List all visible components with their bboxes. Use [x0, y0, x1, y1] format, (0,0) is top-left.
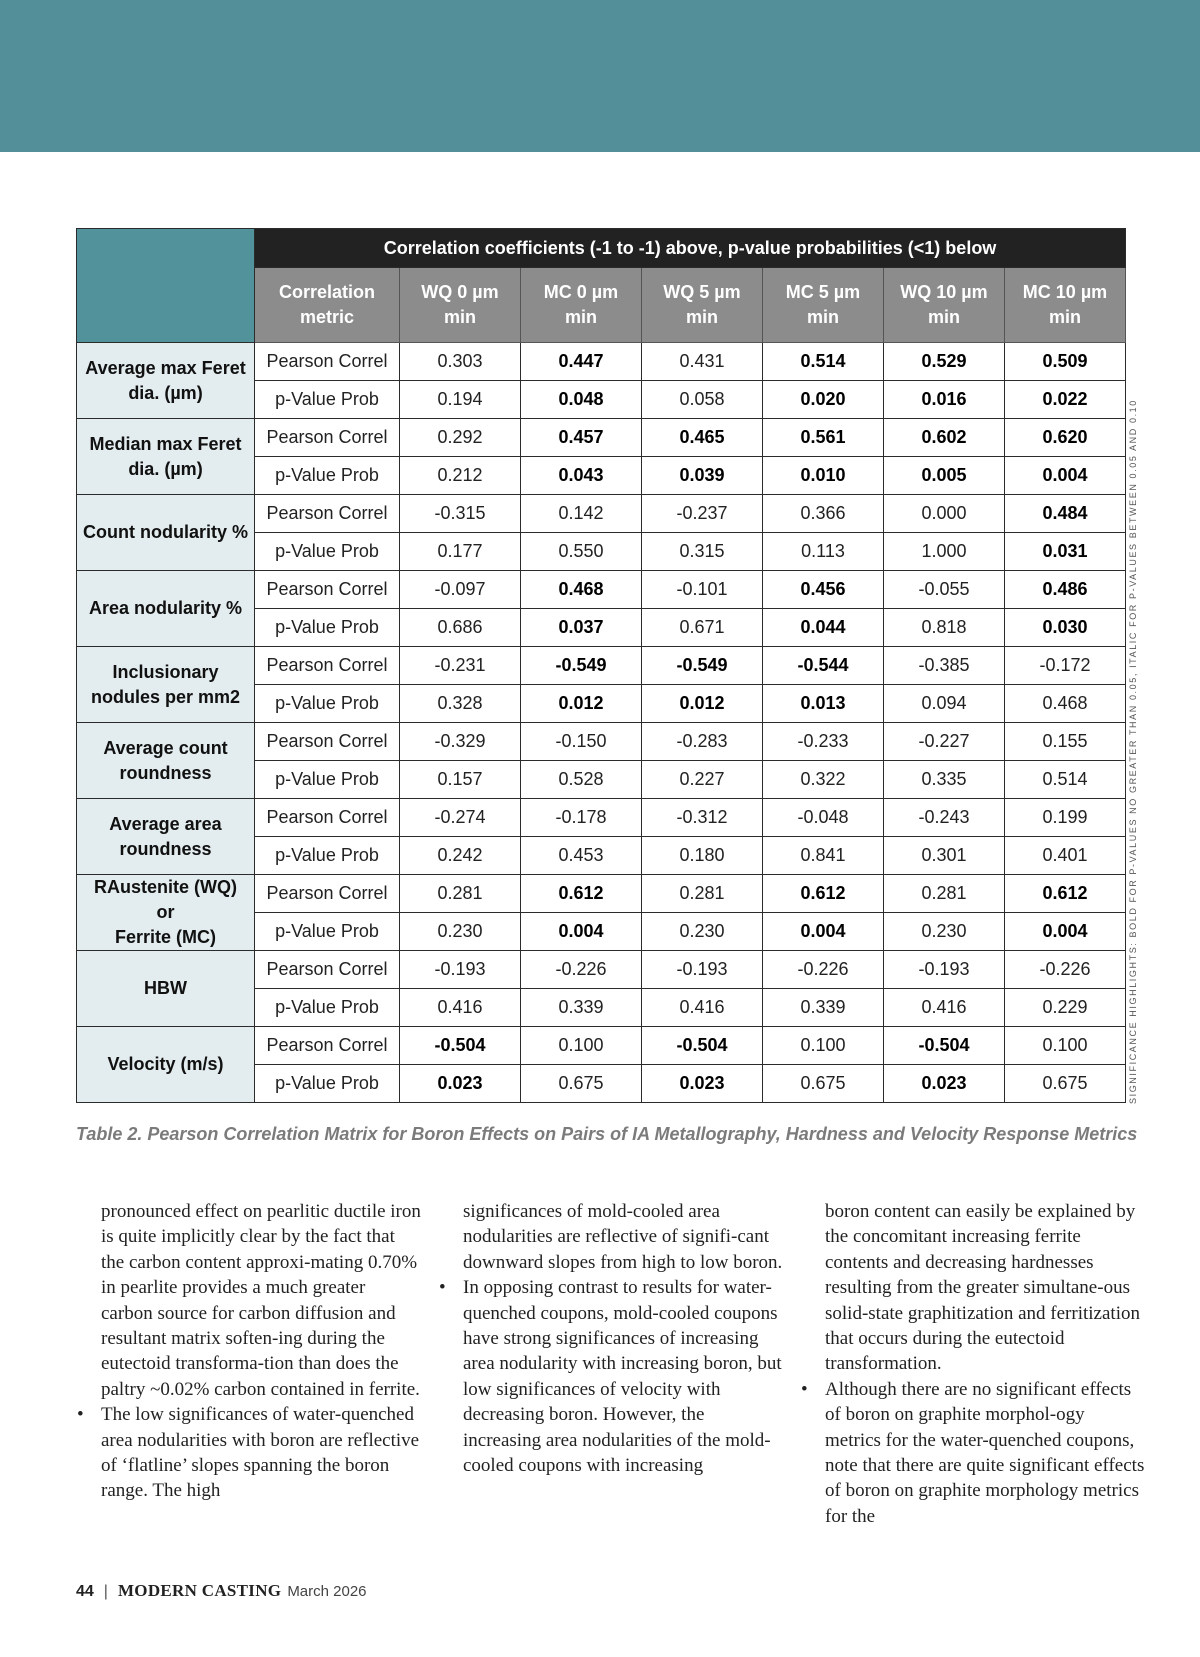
p-value: 0.322 [763, 761, 884, 799]
p-value: 0.686 [400, 609, 521, 647]
correlation-value: -0.243 [884, 799, 1005, 837]
correlation-value: -0.385 [884, 647, 1005, 685]
metric-name-line: Velocity (m/s) [107, 1054, 224, 1074]
correlation-value: 0.366 [763, 495, 884, 533]
pearson-label: Pearson Correl [255, 571, 400, 609]
p-value: 0.023 [642, 1065, 763, 1103]
column-header-line2: metric [299, 307, 355, 327]
pvalue-label: p-Value Prob [255, 609, 400, 647]
correlation-table-container [76, 228, 1125, 1103]
p-value: 0.339 [521, 989, 642, 1027]
metric-name-line: roundness [119, 838, 212, 859]
correlation-value: -0.193 [884, 951, 1005, 989]
table-row [77, 495, 1126, 533]
p-value: 1.000 [884, 533, 1005, 571]
correlation-value: 0.303 [400, 343, 521, 381]
pvalue-label: p-Value Prob [255, 457, 400, 495]
correlation-table [76, 228, 1126, 1103]
p-value: 0.212 [400, 457, 521, 495]
p-value: 0.230 [884, 913, 1005, 951]
table-body [77, 343, 1126, 1103]
metric-name-line: RAustenite (WQ) or [94, 877, 237, 922]
p-value: 0.416 [884, 989, 1005, 1027]
bullet-item: • The low significances of water-quenched area nodularities with boron are reflective of ‘flatline’ slopes spanning the boron range. The high [101, 1402, 421, 1504]
correlation-value: 0.155 [1005, 723, 1126, 761]
body-column-1 [101, 1199, 421, 1504]
column-header-line1: MC 10 µm [1022, 282, 1108, 302]
metric-name-line: Count nodularity % [83, 522, 248, 542]
metric-name [77, 343, 255, 419]
correlation-value: -0.226 [763, 951, 884, 989]
correlation-value: 0.612 [763, 875, 884, 913]
p-value: 0.671 [642, 609, 763, 647]
metric-name-line: dia. (µm) [128, 458, 203, 479]
correlation-value: 0.514 [763, 343, 884, 381]
column-header-line2: min [927, 307, 960, 327]
p-value: 0.177 [400, 533, 521, 571]
p-value: 0.043 [521, 457, 642, 495]
correlation-value: 0.486 [1005, 571, 1126, 609]
correlation-value: 0.142 [521, 495, 642, 533]
paragraph: boron content can easily be explained by the concomitant increasing ferrite contents and decreasing hardnesses resulting from the greater simultane-ous solid-state graphitization and ferritization that occurs during the eutectoid transformation. [825, 1201, 1140, 1375]
correlation-value: 0.465 [642, 419, 763, 457]
column-header [642, 268, 763, 343]
table-row [77, 647, 1126, 685]
p-value: 0.044 [763, 609, 884, 647]
correlation-value: -0.193 [642, 951, 763, 989]
metric-name [77, 951, 255, 1027]
column-header-line2: min [685, 307, 718, 327]
table-row [77, 1027, 1126, 1065]
p-value: 0.675 [521, 1065, 642, 1103]
column-header-line1: MC 0 µm [543, 282, 619, 302]
metric-name [77, 419, 255, 495]
p-value: 0.468 [1005, 685, 1126, 723]
pvalue-label: p-Value Prob [255, 989, 400, 1027]
body-column-3 [825, 1199, 1145, 1529]
column-header-metric [255, 268, 400, 343]
p-value: 0.013 [763, 685, 884, 723]
correlation-value: -0.274 [400, 799, 521, 837]
pearson-label: Pearson Correl [255, 723, 400, 761]
pvalue-label: p-Value Prob [255, 1065, 400, 1103]
significance-note: SIGNIFICANCE HIGHLIGHTS: BOLD FOR P-VALUES NO GREATER THAN 0.05, ITALIC FOR P-VALUES BETWEEN 0.05 AND 0.10 [1128, 399, 1138, 1104]
correlation-value: -0.150 [521, 723, 642, 761]
correlation-value: -0.315 [400, 495, 521, 533]
correlation-value: -0.101 [642, 571, 763, 609]
column-header [1005, 268, 1126, 343]
footer-separator: | [103, 1583, 108, 1600]
p-value: 0.194 [400, 381, 521, 419]
p-value: 0.039 [642, 457, 763, 495]
correlation-value: -0.226 [1005, 951, 1126, 989]
pvalue-label: p-Value Prob [255, 381, 400, 419]
pearson-label: Pearson Correl [255, 1027, 400, 1065]
correlation-value: -0.504 [642, 1027, 763, 1065]
p-value: 0.818 [884, 609, 1005, 647]
correlation-value: -0.193 [400, 951, 521, 989]
column-header-line2: min [564, 307, 597, 327]
paragraph: significances of mold-cooled area nodularities are reflective of signifi-cant downward slopes from high to low boron. [463, 1201, 783, 1273]
p-value: 0.180 [642, 837, 763, 875]
p-value: 0.229 [1005, 989, 1126, 1027]
magazine-name: MODERN CASTING [117, 1581, 282, 1600]
p-value: 0.094 [884, 685, 1005, 723]
bullet-item: • Although there are no significant effects of boron on graphite morphol-ogy metrics for the water-quenched coupons, note that there are quite significant effects of boron on graphite morphology metrics for the [825, 1377, 1145, 1529]
p-value: 0.012 [642, 685, 763, 723]
metric-name [77, 571, 255, 647]
correlation-value: 0.292 [400, 419, 521, 457]
table-corner [77, 229, 255, 343]
metric-name-line: Average count [103, 737, 228, 758]
header-banner [0, 0, 1200, 152]
column-header [400, 268, 521, 343]
correlation-value: -0.172 [1005, 647, 1126, 685]
table-top-header: Correlation coefficients (-1 to -1) above, p-value probabilities (<1) below [255, 229, 1126, 268]
p-value: 0.016 [884, 381, 1005, 419]
column-header-line1: WQ 10 µm [900, 282, 988, 302]
table-row [77, 799, 1126, 837]
correlation-value: -0.226 [521, 951, 642, 989]
p-value: 0.416 [400, 989, 521, 1027]
p-value: 0.157 [400, 761, 521, 799]
correlation-value: -0.504 [400, 1027, 521, 1065]
p-value: 0.841 [763, 837, 884, 875]
p-value: 0.023 [884, 1065, 1005, 1103]
pearson-label: Pearson Correl [255, 951, 400, 989]
p-value: 0.113 [763, 533, 884, 571]
correlation-value: 0.457 [521, 419, 642, 457]
column-header-line2: min [443, 307, 476, 327]
correlation-value: 0.281 [400, 875, 521, 913]
correlation-value: -0.178 [521, 799, 642, 837]
pvalue-label: p-Value Prob [255, 761, 400, 799]
p-value: 0.227 [642, 761, 763, 799]
pearson-label: Pearson Correl [255, 799, 400, 837]
correlation-value: 0.602 [884, 419, 1005, 457]
p-value: 0.012 [521, 685, 642, 723]
correlation-value: -0.237 [642, 495, 763, 533]
p-value: 0.030 [1005, 609, 1126, 647]
p-value: 0.004 [1005, 913, 1126, 951]
correlation-value: -0.283 [642, 723, 763, 761]
p-value: 0.242 [400, 837, 521, 875]
correlation-value: -0.231 [400, 647, 521, 685]
metric-name-line: HBW [144, 978, 187, 998]
correlation-value: 0.281 [884, 875, 1005, 913]
correlation-value: 0.000 [884, 495, 1005, 533]
bullet-item: • In opposing contrast to results for water-quenched coupons, mold-cooled coupons have strong significances of increasing area nodularity with increasing boron, but low significances of velocity with decreasing boron. However, the increasing area nodularities of the mold-cooled coupons with increasing [463, 1275, 783, 1478]
table-row [77, 571, 1126, 609]
metric-name-line: Average max Feret [85, 357, 246, 378]
p-value: 0.058 [642, 381, 763, 419]
pearson-label: Pearson Correl [255, 647, 400, 685]
pearson-label: Pearson Correl [255, 419, 400, 457]
correlation-value: -0.549 [521, 647, 642, 685]
p-value: 0.048 [521, 381, 642, 419]
correlation-value: -0.544 [763, 647, 884, 685]
correlation-value: 0.612 [521, 875, 642, 913]
p-value: 0.010 [763, 457, 884, 495]
metric-name-line: Median max Feret [89, 433, 242, 454]
metric-name [77, 799, 255, 875]
correlation-value: 0.620 [1005, 419, 1126, 457]
pvalue-label: p-Value Prob [255, 685, 400, 723]
metric-name [77, 1027, 255, 1103]
p-value: 0.528 [521, 761, 642, 799]
table-row [77, 875, 1126, 913]
p-value: 0.230 [400, 913, 521, 951]
table-row [77, 723, 1126, 761]
p-value: 0.004 [763, 913, 884, 951]
metric-name-line: Area nodularity % [88, 598, 243, 618]
table-row [77, 419, 1126, 457]
page-number: 44 [76, 1583, 94, 1600]
p-value: 0.675 [763, 1065, 884, 1103]
table-caption: Table 2. Pearson Correlation Matrix for Boron Effects on Pairs of IA Metallography, Hardness and Velocity Response Metrics [76, 1124, 1138, 1144]
body-column-2 [463, 1199, 783, 1478]
page-footer [76, 1581, 367, 1601]
p-value: 0.005 [884, 457, 1005, 495]
pearson-label: Pearson Correl [255, 343, 400, 381]
table-row [77, 343, 1126, 381]
metric-name [77, 723, 255, 799]
column-header [884, 268, 1005, 343]
column-header-line2: min [1049, 307, 1082, 327]
correlation-value: 0.612 [1005, 875, 1126, 913]
column-header-line1: WQ 0 µm [421, 282, 499, 302]
correlation-value: 0.100 [763, 1027, 884, 1065]
p-value: 0.004 [1005, 457, 1126, 495]
p-value: 0.453 [521, 837, 642, 875]
pvalue-label: p-Value Prob [255, 533, 400, 571]
column-header-line1: Correlation [278, 282, 375, 302]
column-header-line1: WQ 5 µm [663, 282, 741, 302]
metric-name-line: Average area [109, 813, 222, 834]
pearson-label: Pearson Correl [255, 495, 400, 533]
metric-name [77, 647, 255, 723]
correlation-value: -0.055 [884, 571, 1005, 609]
p-value: 0.020 [763, 381, 884, 419]
metric-name-line: roundness [119, 762, 212, 783]
p-value: 0.022 [1005, 381, 1126, 419]
correlation-value: 0.431 [642, 343, 763, 381]
column-header [521, 268, 642, 343]
paragraph: pronounced effect on pearlitic ductile iron is quite implicitly clear by the fact that the carbon content approxi-mating 0.70% in pearlite provides a much greater carbon source for carbon diffusion and resultant matrix soften-ing during the eutectoid transforma-tion than does the paltry ~0.02% carbon contained in ferrite. [101, 1201, 421, 1400]
p-value: 0.004 [521, 913, 642, 951]
correlation-value: -0.549 [642, 647, 763, 685]
p-value: 0.339 [763, 989, 884, 1027]
metric-name [77, 875, 255, 951]
pvalue-label: p-Value Prob [255, 913, 400, 951]
metric-name-line: Ferrite (MC) [114, 927, 216, 947]
correlation-value: 0.529 [884, 343, 1005, 381]
p-value: 0.230 [642, 913, 763, 951]
correlation-value: 0.509 [1005, 343, 1126, 381]
metric-name [77, 495, 255, 571]
correlation-value: 0.447 [521, 343, 642, 381]
p-value: 0.023 [400, 1065, 521, 1103]
issue-date: March 2026 [287, 1583, 367, 1600]
p-value: 0.675 [1005, 1065, 1126, 1103]
correlation-value: -0.233 [763, 723, 884, 761]
p-value: 0.514 [1005, 761, 1126, 799]
p-value: 0.328 [400, 685, 521, 723]
column-header [763, 268, 884, 343]
column-header-line1: MC 5 µm [785, 282, 861, 302]
pearson-label: Pearson Correl [255, 875, 400, 913]
correlation-value: 0.484 [1005, 495, 1126, 533]
p-value: 0.401 [1005, 837, 1126, 875]
correlation-value: 0.468 [521, 571, 642, 609]
p-value: 0.550 [521, 533, 642, 571]
correlation-value: -0.048 [763, 799, 884, 837]
metric-name-line: dia. (µm) [128, 382, 203, 403]
pvalue-label: p-Value Prob [255, 837, 400, 875]
p-value: 0.037 [521, 609, 642, 647]
correlation-value: -0.097 [400, 571, 521, 609]
p-value: 0.031 [1005, 533, 1126, 571]
correlation-value: -0.329 [400, 723, 521, 761]
column-header-line2: min [806, 307, 839, 327]
correlation-value: 0.199 [1005, 799, 1126, 837]
correlation-value: -0.227 [884, 723, 1005, 761]
metric-name-line: nodules per mm2 [90, 686, 241, 707]
correlation-value: 0.456 [763, 571, 884, 609]
correlation-value: 0.100 [1005, 1027, 1126, 1065]
table-row [77, 951, 1126, 989]
p-value: 0.416 [642, 989, 763, 1027]
correlation-value: 0.281 [642, 875, 763, 913]
correlation-value: 0.100 [521, 1027, 642, 1065]
metric-name-line: Inclusionary [112, 661, 219, 682]
correlation-value: -0.312 [642, 799, 763, 837]
p-value: 0.315 [642, 533, 763, 571]
p-value: 0.301 [884, 837, 1005, 875]
p-value: 0.335 [884, 761, 1005, 799]
correlation-value: 0.561 [763, 419, 884, 457]
correlation-value: -0.504 [884, 1027, 1005, 1065]
